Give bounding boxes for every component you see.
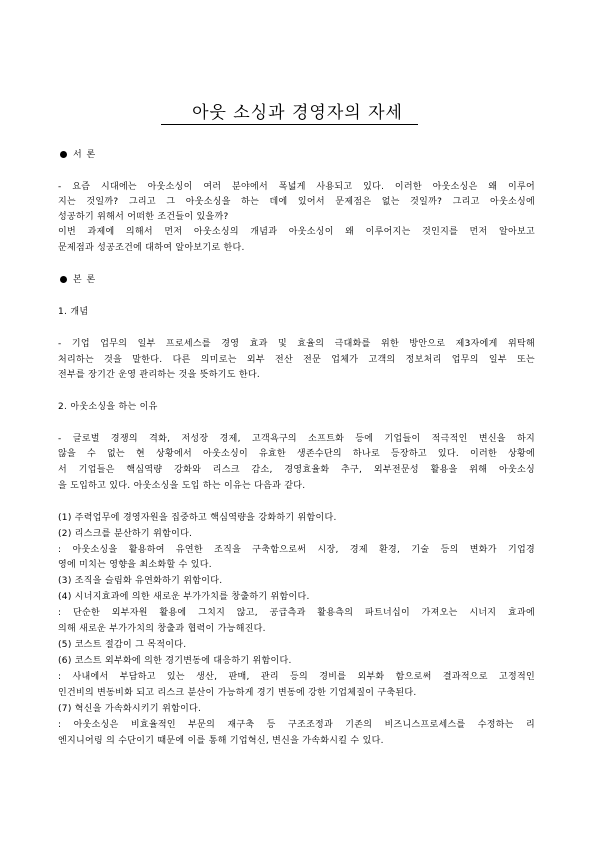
intro-line: - 요즘 시대에는 아웃소싱이 여러 분야에서 폭넓게 사용되고 있다. 이러한 아웃소싱은 왜 이루어: [58, 182, 535, 192]
reason-detail: 영에 미치는 영향을 최소화할 수 있다.: [58, 560, 212, 570]
reason-detail: : 아웃소싱을 활용하여 유연한 조직을 구축함으로써 시장, 경제 환경, 기술 등의 변화가 기업경: [58, 545, 535, 555]
reason-detail: : 아웃소싱은 비효율적인 부문의 재구축 등 구조조정과 기존의 비즈니스프로세스를 수정하는 리: [58, 720, 535, 730]
section-line: - 기업 업무의 일부 프로세스를 경영 효과 및 효율의 극대화를 위한 방안으로 제3자에게 위탁해: [58, 339, 535, 349]
reason-detail: : 단순한 외부자원 활용에 그치지 않고, 공급측과 활용측의 파트너십이 가져오는 시너지 효과에: [58, 608, 535, 618]
bullet-icon: [60, 151, 67, 158]
reason-detail: 엔지니어링 의 수단이기 때문에 이를 통해 기업혁신, 변신을 가속화시킬 수 있다.: [58, 736, 384, 746]
reason-detail: : 사내에서 부담하고 있는 생산, 판매, 관리 등의 경비를 외부화 함으로써 결과적으로 고정적인: [58, 672, 535, 682]
intro-heading-text: 서 론: [73, 150, 97, 160]
document-title: 아웃 소싱과 경영자의 자세: [192, 103, 403, 123]
section-line: 을 도입하고 있다. 아웃소싱을 도입 하는 이유는 다음과 같다.: [58, 481, 306, 491]
reason-item: (2) 리스크를 분산하기 위함이다.: [58, 529, 193, 539]
intro-line: 문제점과 성공조건에 대하여 알아보기로 한다.: [58, 243, 245, 253]
section-line: 서 기업들은 핵심역량 강화와 리스크 감소, 경영효율화 추구, 외부전문성 활용을 위해 아웃소싱: [58, 465, 535, 475]
intro-line: 성공하기 위해서 어떠한 조건들이 있을까?: [58, 212, 229, 222]
title-underline: [161, 124, 418, 125]
section-line: 않을 수 없는 현 상황에서 아웃소싱이 유효한 생존수단의 하나로 등장하고 있다. 이러한 상황에: [58, 449, 535, 459]
intro-line: 지는 것일까? 그리고 그 아웃소싱을 하는 데에 있어서 문제점은 없는 것일까? 그리고 아웃소싱에: [58, 197, 535, 207]
reason-item: (1) 주력업무에 경영자원을 집중하고 핵심역량을 강화하기 위함이다.: [58, 513, 337, 523]
reason-item: (3) 조직을 슬림화 유연화하기 위함이다.: [58, 576, 223, 586]
body-heading-text: 본 론: [73, 275, 97, 285]
reason-detail: 의해 새로운 부가가치의 창출과 협력이 가능해진다.: [58, 624, 266, 634]
intro-line: 이번 과제에 의해서 먼저 아웃소싱의 개념과 아웃소싱이 왜 이루어지는 것인지를 먼저 알아보고: [58, 227, 535, 237]
body-heading: [60, 274, 96, 286]
intro-heading: [60, 149, 96, 161]
reason-item: (7) 혁신을 가속화시키기 위함이다.: [58, 704, 202, 714]
section-title: 1. 개념: [58, 307, 89, 317]
section-line: 처리하는 것을 말한다. 다른 의미로는 외부 전산 전문 업체가 고객의 정보처리 업무의 일부 또는: [58, 355, 535, 365]
reason-detail: 인건비의 변동비화 되고 리스크 분산이 가능하게 경기 변동에 강한 기업체질이 구축된다.: [58, 688, 417, 698]
reason-item: (5) 코스트 절감이 그 목적이다.: [58, 640, 187, 650]
section-line: 전부를 장기간 운영 관리하는 것을 뜻하기도 한다.: [58, 370, 261, 380]
section-title: 2. 아웃소싱을 하는 이유: [58, 402, 158, 412]
reason-item: (4) 시너지효과에 의한 새로운 부가가치를 창출하기 위함이다.: [58, 592, 310, 602]
bullet-icon: [60, 276, 67, 283]
section-line: - 글로벌 경쟁의 격화, 저성장 경제, 고객욕구의 소프트화 등에 기업들이 적극적인 변신을 하지: [58, 434, 535, 444]
reason-item: (6) 코스트 외부화에 의한 경기변동에 대응하기 위함이다.: [58, 656, 292, 666]
